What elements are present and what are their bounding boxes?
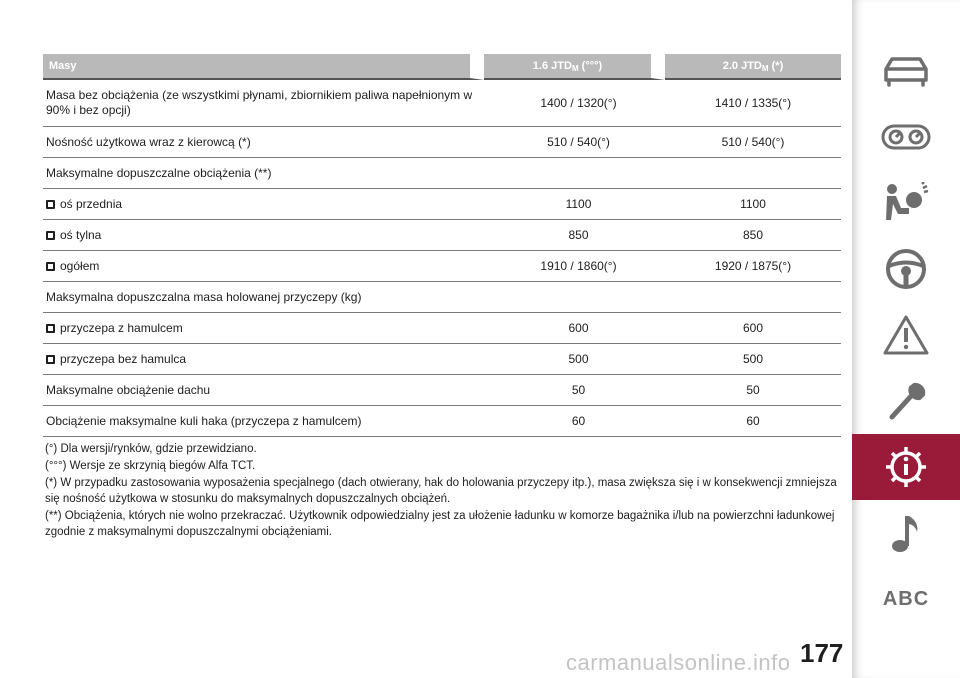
row-value-16: 1910 / 1860(°) bbox=[484, 251, 665, 282]
header-masses-label: Masy bbox=[49, 60, 77, 72]
page-number: 177 bbox=[800, 638, 844, 668]
row-value-16: 60 bbox=[484, 406, 665, 437]
row-label-bulleted bbox=[43, 220, 484, 251]
bullet-square-icon bbox=[46, 324, 55, 333]
header-engine-16-label: 1.6 JTD bbox=[532, 59, 572, 72]
row-value-20: 850 bbox=[665, 220, 841, 251]
header-engine-16-subscript: M bbox=[571, 63, 579, 73]
header-engine-16 bbox=[484, 54, 665, 80]
row-label-bulleted bbox=[43, 313, 484, 344]
row-label: Nośność użytkowa wraz z kierowcą (*) bbox=[43, 127, 484, 158]
row-value-20: 500 bbox=[665, 344, 841, 375]
warning-triangle-icon[interactable] bbox=[852, 302, 960, 368]
row-value-16: 1100 bbox=[484, 189, 665, 220]
table-row bbox=[43, 406, 841, 437]
wrench-icon[interactable] bbox=[852, 368, 960, 434]
row-label-bulleted bbox=[43, 189, 484, 220]
bullet-square-icon bbox=[46, 231, 55, 240]
footnote: (*) W przypadku zastosowania wyposażenia specjalnego (dach otwierany, hak do holowania przyczepy itp.), masa zwiększa się i w konsekwencji zmniejsza się nośność użytkowa w stosunku do maksymalnych dopuszczalnych obciążeń. bbox=[45, 477, 837, 505]
row-value-20 bbox=[665, 158, 841, 189]
row-label: Obciążenie maksymalne kuli haka (przyczepa z hamulcem) bbox=[43, 406, 484, 437]
table-row bbox=[43, 220, 841, 251]
table-row bbox=[43, 251, 841, 282]
car-icon[interactable] bbox=[852, 38, 960, 104]
row-value-20: 50 bbox=[665, 375, 841, 406]
table-row bbox=[43, 313, 841, 344]
row-value-20 bbox=[665, 282, 841, 313]
airbag-seat-icon[interactable] bbox=[852, 170, 960, 236]
row-label-text: oś przednia bbox=[60, 196, 123, 211]
header-masses bbox=[43, 54, 484, 80]
row-value-16 bbox=[484, 158, 665, 189]
row-value-20: 1100 bbox=[665, 189, 841, 220]
row-value-16: 510 / 540(°) bbox=[484, 127, 665, 158]
row-label-bulleted bbox=[43, 251, 484, 282]
header-engine-20-label: 2.0 JTD bbox=[722, 59, 762, 72]
row-value-20: 600 bbox=[665, 313, 841, 344]
table-header-row bbox=[43, 54, 841, 80]
abc-index-label[interactable] bbox=[852, 566, 960, 632]
row-label-text: przyczepa z hamulcem bbox=[60, 320, 183, 335]
header-engine-20-subscript: M bbox=[761, 63, 769, 73]
watermark: carmanualsonline.info bbox=[566, 650, 791, 675]
row-value-20: 1920 / 1875(°) bbox=[665, 251, 841, 282]
masses-table bbox=[43, 54, 841, 437]
abc-text: ABC bbox=[882, 587, 930, 610]
footnotes bbox=[43, 441, 841, 540]
row-value-16: 1400 / 1320(°) bbox=[484, 80, 665, 127]
row-value-20: 1410 / 1335(°) bbox=[665, 80, 841, 127]
row-value-16: 600 bbox=[484, 313, 665, 344]
row-value-16: 500 bbox=[484, 344, 665, 375]
header-engine-20 bbox=[665, 54, 841, 80]
gear-info-icon[interactable] bbox=[852, 434, 960, 500]
header-engine-16-note: (°°°) bbox=[578, 59, 603, 72]
row-label: Maksymalne dopuszczalne obciążenia (**) bbox=[43, 158, 484, 189]
table-row bbox=[43, 189, 841, 220]
steering-wheel-icon[interactable] bbox=[852, 236, 960, 302]
row-value-20: 60 bbox=[665, 406, 841, 437]
row-label-text: oś tylna bbox=[60, 227, 102, 242]
row-label-text: ogółem bbox=[60, 258, 100, 273]
header-engine-20-note: (*) bbox=[768, 59, 784, 72]
table-row bbox=[43, 375, 841, 406]
row-label-bulleted bbox=[43, 344, 484, 375]
table-row bbox=[43, 282, 841, 313]
footnote: (°°°) Wersje ze skrzynią biegów Alfa TCT. bbox=[45, 460, 256, 472]
footnote: (**) Obciążenia, których nie wolno przekraczać. Użytkownik odpowiedzialny jest za ułożenie ładunku w komorze bagażnika i/lub na powierzchni ładunkowej zgodnie z maksymalnymi dopuszczalnymi obciążeniami. bbox=[45, 510, 835, 538]
bullet-square-icon bbox=[46, 262, 55, 271]
row-value-16: 850 bbox=[484, 220, 665, 251]
footnote: (°) Dla wersji/rynków, gdzie przewidziano. bbox=[45, 443, 257, 455]
bullet-square-icon bbox=[46, 355, 55, 364]
row-value-16 bbox=[484, 282, 665, 313]
table-row bbox=[43, 344, 841, 375]
music-note-icon[interactable] bbox=[852, 500, 960, 566]
row-label: Maksymalna dopuszczalna masa holowanej przyczepy (kg) bbox=[43, 282, 484, 313]
chapter-sidebar bbox=[852, 0, 960, 678]
specs-content bbox=[43, 54, 841, 541]
table-row bbox=[43, 158, 841, 189]
dashboard-gauges-icon[interactable] bbox=[852, 104, 960, 170]
row-label: Masa bez obciążenia (ze wszystkimi płynami, zbiornikiem paliwa napełnionym w 90% i bez opcji) bbox=[43, 80, 484, 127]
table-row bbox=[43, 127, 841, 158]
row-value-20: 510 / 540(°) bbox=[665, 127, 841, 158]
row-label-text: przyczepa bez hamulca bbox=[60, 351, 187, 366]
row-label: Maksymalne obciążenie dachu bbox=[43, 375, 484, 406]
bullet-square-icon bbox=[46, 200, 55, 209]
row-value-16: 50 bbox=[484, 375, 665, 406]
table-row bbox=[43, 80, 841, 127]
